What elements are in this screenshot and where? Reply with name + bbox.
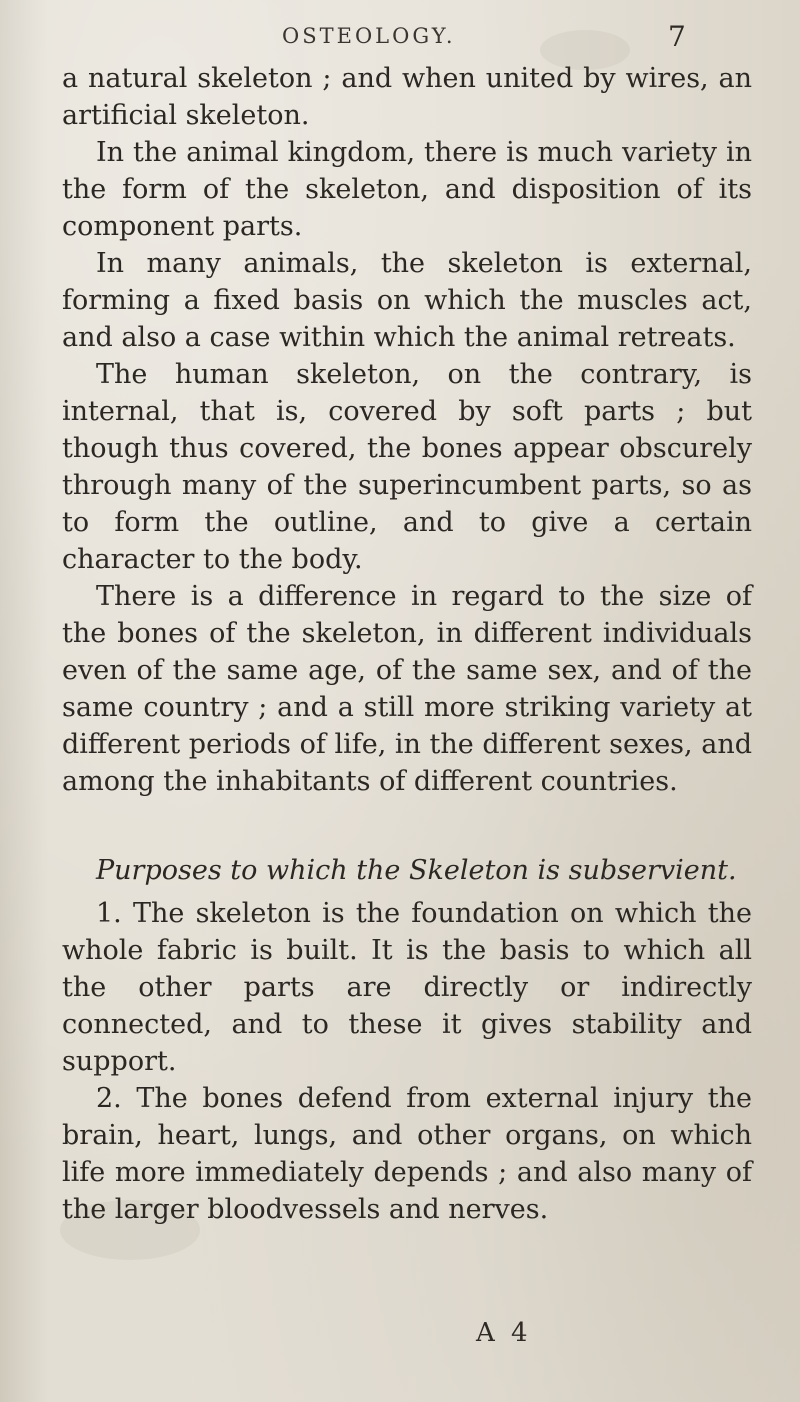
page-header [0,16,800,56]
paragraph: In many animals, the skeleton is external, forming a fixed basis on which the muscles act, and also a case within which the animal retreats. [62,248,752,353]
running-head: OSTEOLOGY. [282,24,456,48]
paragraph: In the animal kingdom, there is much variety in the form of the skeleton, and disposition of its component parts. [62,137,752,242]
signature-mark: A 4 [476,1318,532,1348]
body-text [62,60,752,1228]
paragraph: The human skeleton, on the contrary, is internal, that is, covered by soft parts ; but though thus covered, the bones appear obscurely through many of the superincumbent parts, so as to form the outline, and to give a certain character to the body. [62,359,752,575]
page-number: 7 [668,20,686,53]
paragraph: There is a difference in regard to the size of the bones of the skeleton, in different individuals even of the same age, of the same sex, and of the same country ; and a still more striking variety at different periods of life, in the different sexes, and among the inhabitants of different countries. [62,581,752,797]
paragraph: a natural skeleton ; and when united by wires, an artificial skeleton. [62,63,752,131]
numbered-paragraph: 2. The bones defend from external injury the brain, heart, lungs, and other organs, on which life more immediately depends ; and also many of the larger bloodvessels and nerves. [62,1083,752,1225]
numbered-paragraph: 1. The skeleton is the foundation on which the whole fabric is built. It is the basis to which all the other parts are directly or indirectly connected, and to these it gives stability and support. [62,898,752,1077]
section-heading: Purposes to which the Skeleton is subservient. [96,855,737,886]
